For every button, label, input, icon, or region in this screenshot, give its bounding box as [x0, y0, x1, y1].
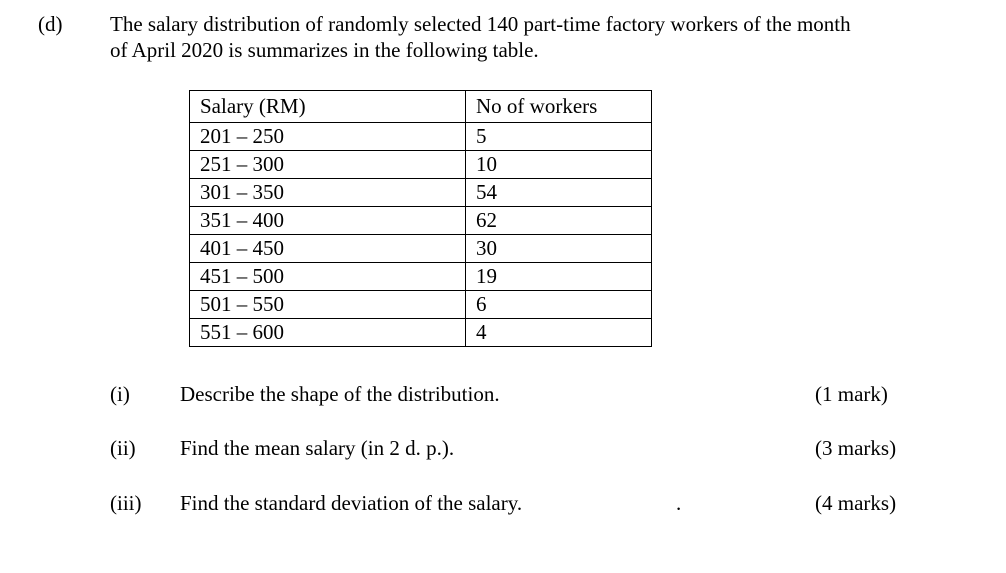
salary-cell: 401 – 450	[190, 235, 466, 263]
part-ii-label: (ii)	[110, 436, 136, 460]
question-label: (d)	[38, 12, 63, 36]
part-i-marks: (1 mark)	[815, 382, 888, 406]
salary-cell: 301 – 350	[190, 179, 466, 207]
question-text-line1: The salary distribution of randomly selected 140 part-time factory workers of the month	[110, 12, 851, 36]
table-row	[190, 235, 652, 263]
table-row	[190, 123, 652, 151]
salary-cell: 251 – 300	[190, 151, 466, 179]
part-iii-text: Find the standard deviation of the salary.	[180, 491, 523, 515]
part-i-text: Describe the shape of the distribution.	[180, 382, 500, 406]
header-workers: No of workers	[466, 91, 652, 123]
table-row	[190, 151, 652, 179]
table-row	[190, 179, 652, 207]
salary-cell: 551 – 600	[190, 319, 466, 347]
workers-cell: 4	[466, 319, 652, 347]
question-text-line2: of April 2020 is summarizes in the following table.	[110, 38, 539, 62]
table-row	[190, 207, 652, 235]
workers-cell: 6	[466, 291, 652, 319]
workers-cell: 62	[466, 207, 652, 235]
workers-cell: 10	[466, 151, 652, 179]
workers-cell: 30	[466, 235, 652, 263]
salary-cell: 201 – 250	[190, 123, 466, 151]
table-header-row	[190, 91, 652, 123]
header-salary: Salary (RM)	[190, 91, 466, 123]
salary-cell: 451 – 500	[190, 263, 466, 291]
part-iii-label: (iii)	[110, 491, 142, 515]
salary-cell: 351 – 400	[190, 207, 466, 235]
part-iii-marks: (4 marks)	[815, 491, 897, 515]
table-row	[190, 263, 652, 291]
part-i-label: (i)	[110, 382, 130, 406]
table-row	[190, 291, 652, 319]
part-ii-text: Find the mean salary (in 2 d. p.).	[180, 436, 455, 460]
workers-cell: 19	[466, 263, 652, 291]
stray-period: .	[676, 491, 682, 515]
workers-cell: 54	[466, 179, 652, 207]
salary-cell: 501 – 550	[190, 291, 466, 319]
salary-table	[189, 90, 652, 347]
workers-cell: 5	[466, 123, 652, 151]
table-row	[190, 319, 652, 347]
part-ii-marks: (3 marks)	[815, 436, 897, 460]
